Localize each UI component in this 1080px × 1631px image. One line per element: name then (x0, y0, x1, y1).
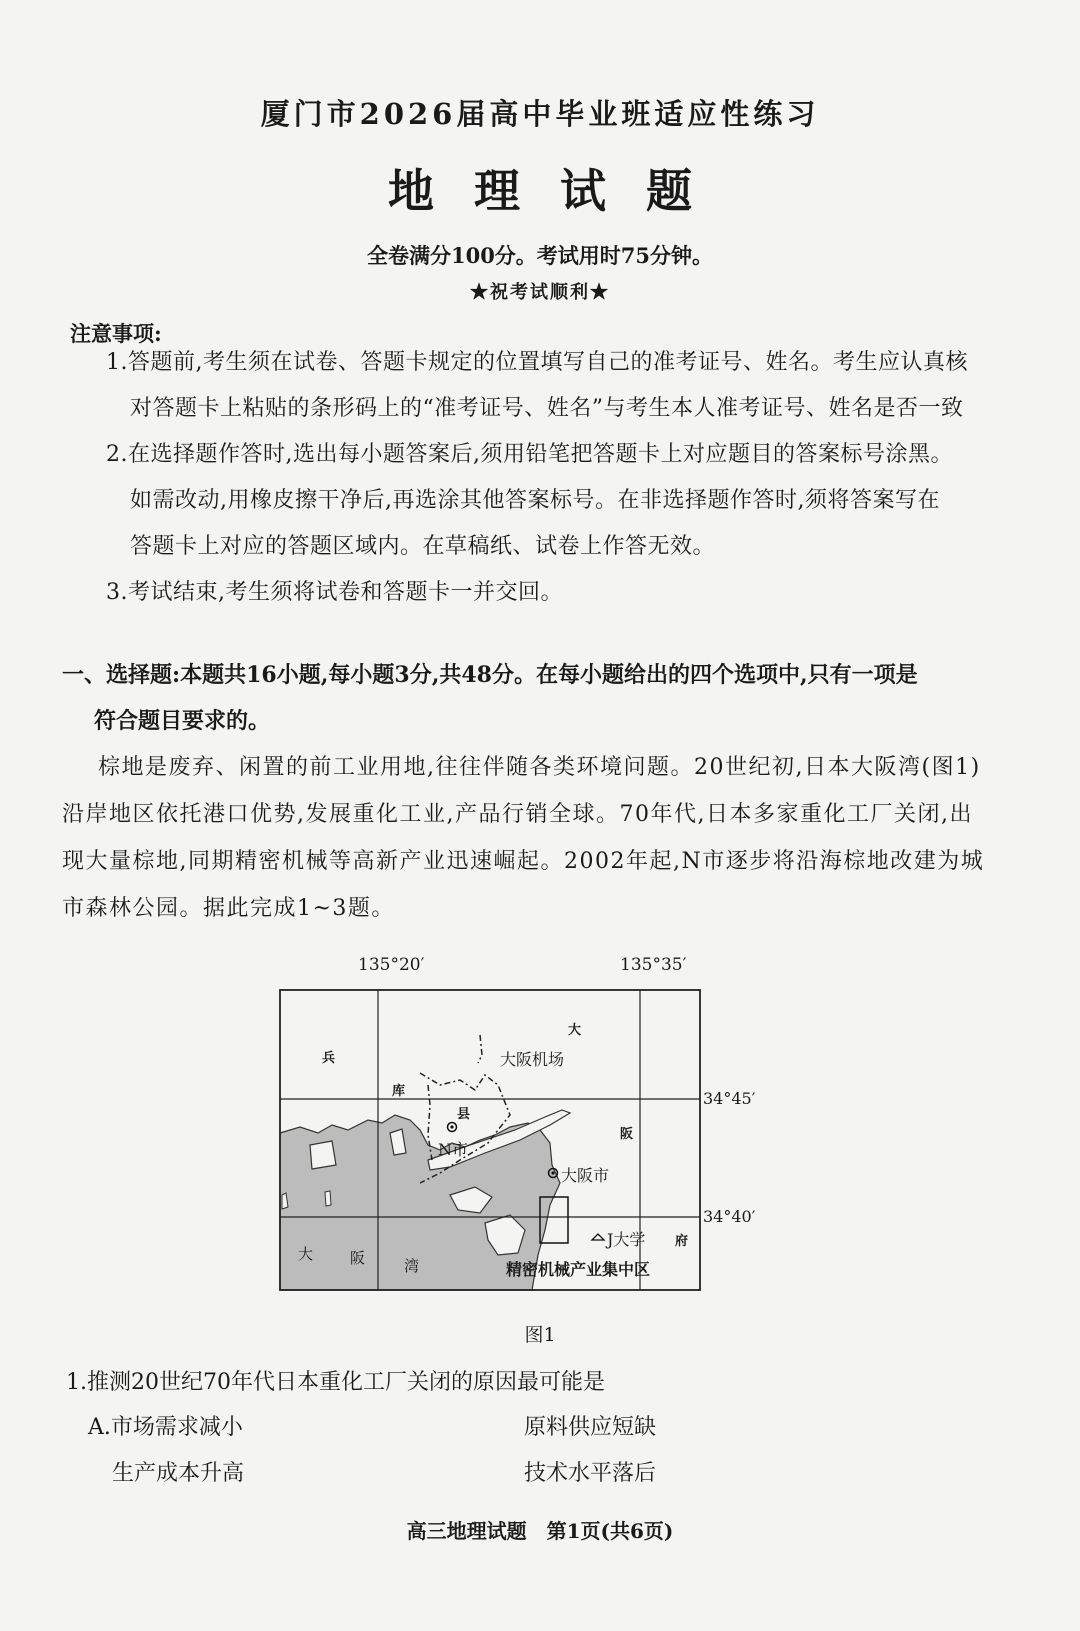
airport-label: 大阪机场 (500, 1050, 565, 1069)
n-city-label: N市 (438, 1140, 469, 1159)
lon-label-left: 135°20′ (358, 955, 425, 975)
passage-line-3: 现大量棕地,同期精密机械等高新产业迅速崛起。2002年起,N市逐步将沿海棕地改建为城 (62, 849, 985, 874)
question-1-stem: 1.推测20世纪70年代日本重化工厂关闭的原因最可能是 (66, 1370, 605, 1395)
passage-line-2: 沿岸地区依托港口优势,发展重化工业,产品行销全球。70年代,日本多家重化工厂关闭,出 (62, 802, 973, 827)
bay-label-1: 大 (298, 1245, 314, 1263)
osaka-pref-label-2: 阪 (620, 1127, 634, 1142)
bay-label-3: 湾 (404, 1257, 420, 1275)
option-d: 技术水平落后 (524, 1461, 657, 1486)
figure-caption: 图1 (524, 1324, 556, 1346)
osaka-pref-label-1: 大 (568, 1023, 582, 1038)
osaka-pref-label-3: 府 (675, 1234, 689, 1249)
bay-label-2: 阪 (350, 1249, 366, 1267)
section1-heading-line-2: 符合题目要求的。 (94, 708, 271, 734)
n-city-marker-dot (450, 1125, 453, 1128)
reclaimed-island (325, 1191, 331, 1206)
map-graphic (270, 955, 740, 1295)
reclaimed-island (310, 1141, 336, 1169)
hyogo-label-1: 兵 (322, 1051, 336, 1066)
notice-item-1-line-2: 对答题卡上粘贴的条形码上的“准考证号、姓名”与考生本人准考证号、姓名是否一致 (130, 396, 964, 421)
passage-line-4: 市森林公园。据此完成1~3题。 (62, 896, 395, 921)
notice-heading-text: 注意事项: (70, 321, 162, 346)
notice-item-3-line-1: 3.考试结束,考生须将试卷和答题卡一并交回。 (106, 580, 563, 605)
passage-line-1: 棕地是废弃、闲置的前工业用地,往往伴随各类环境问题。20世纪初,日本大阪湾(图1) (98, 755, 981, 780)
notice-item-1-line-1: 1.答题前,考生须在试卷、答题卡规定的位置填写自己的准考证号、姓名。考生应认真核 (106, 350, 968, 375)
hyogo-label-3: 县 (457, 1107, 471, 1122)
lat-label-top: 34°45′ (703, 1089, 756, 1108)
lon-label-right: 135°35′ (620, 955, 687, 975)
osaka-bay-map (270, 955, 756, 1295)
score-line: 全卷满分100分。考试用时75分钟。 (366, 243, 714, 268)
lat-label-bottom: 34°40′ (703, 1207, 756, 1226)
osaka-city-label: 大阪市 (561, 1166, 610, 1185)
osaka-city-marker-dot (551, 1171, 554, 1174)
university-icon (592, 1234, 604, 1240)
good-luck-line: ★祝考试顺利★ (470, 282, 610, 303)
notice-item-2-line-3: 答题卡上对应的答题区域内。在草稿纸、试卷上作答无效。 (130, 534, 716, 559)
page-footer: 高三地理试题 第1页(共6页) (406, 1519, 674, 1543)
hyogo-label-2: 库 (392, 1084, 406, 1099)
option-b: 原料供应短缺 (524, 1415, 657, 1440)
exam-subtitle: 厦门市2026届高中毕业班适应性练习 (260, 97, 820, 131)
notice-item-2-line-2: 如需改动,用橡皮擦干净后,再选涂其他答案标号。在非选择题作答时,须将答案写在 (130, 488, 940, 513)
section1-heading-line-1: 一、选择题:本题共16小题,每小题3分,共48分。在每小题给出的四个选项中,只有一项是 (62, 662, 918, 688)
option-a: A.市场需求减小 (88, 1415, 243, 1440)
option-c: 生产成本升高 (112, 1461, 245, 1486)
industry-zone-label: 精密机械产业集中区 (506, 1260, 651, 1279)
notice-item-2-line-1: 2.在选择题作答时,选出每小题答案后,须用铅笔把答题卡上对应题目的答案标号涂黑。 (106, 442, 953, 467)
exam-title: 地理试题 (388, 164, 732, 218)
j-university-label: J大学 (607, 1230, 646, 1249)
